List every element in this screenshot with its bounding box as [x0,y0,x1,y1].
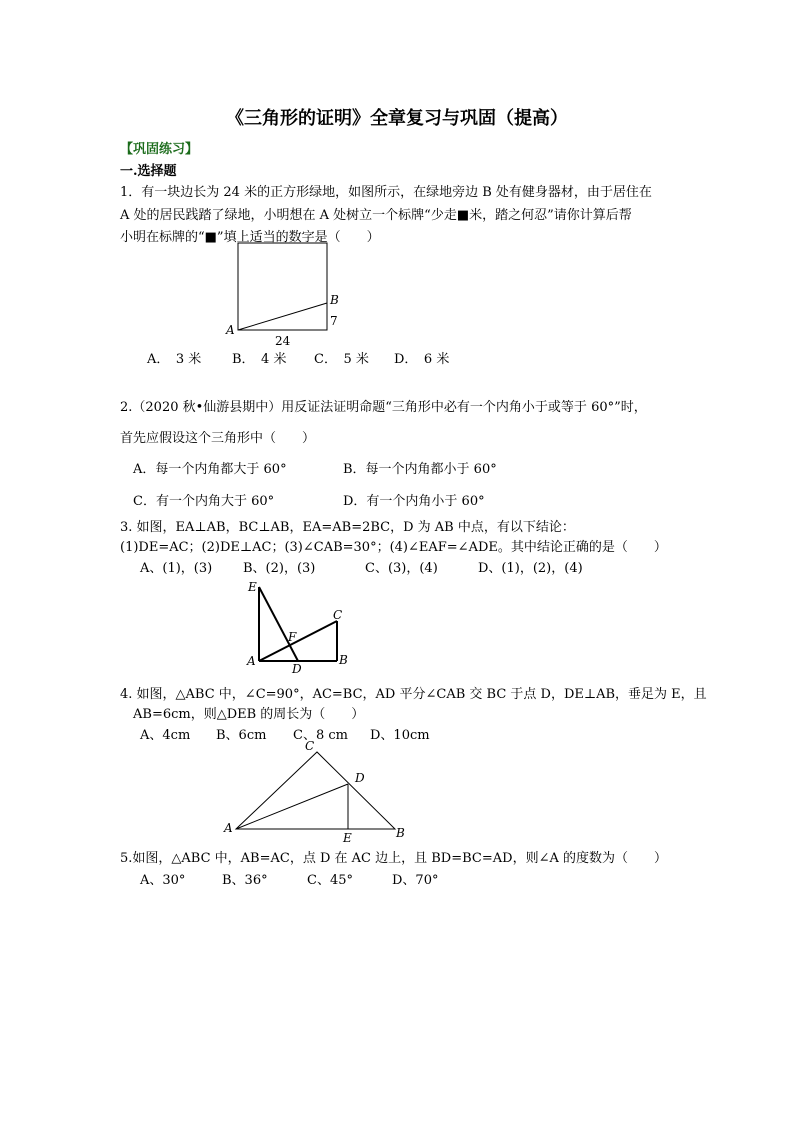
q5-option-d: D、70° [392,873,439,888]
q1-label-a: A [226,323,235,337]
q3-label-a: A [247,654,256,668]
q4-option-c: C、8 cm [293,728,348,743]
q4-label-d: D [355,771,365,785]
q3-option-a: A、(1)，(3) [140,561,213,576]
q4-option-b: B、6cm [216,728,267,743]
q2-line-1: 2.（2020 秋•仙游县期中）用反证法证明命题“三角形中必有一个内角小于或等于 60°”时， [120,400,647,415]
q4-label-a: A [224,821,233,835]
q1-line-1: 1．有一块边长为 24 米的正方形绿地，如图所示，在绿地旁边 B 处有健身器材，由于居住在 [120,185,652,200]
subsection-heading: 一.选择题 [120,164,177,179]
q4-triangle-abc [236,752,395,829]
q1-label-24: 24 [275,334,291,348]
q3-option-b: B、(2)，(3) [243,561,316,576]
q3-option-d: D、(1)，(2)，(4) [478,561,583,576]
q1-option-b: B． 4 米 [232,352,287,367]
q1-line-2: A 处的居民践踏了绿地，小明想在 A 处树立一个标牌“少走■米，踏之何忍”请你计算后帮 [120,208,632,223]
q4-option-d: D、10cm [370,728,430,743]
q1-label-b: B [330,293,339,307]
q3-line-1: 3. 如图，EA⊥AB，BC⊥AB，EA=AB=2BC，D 为 AB 中点，有以下结论： [120,520,575,535]
q4-option-a: A、4cm [140,728,191,743]
q1-label-7: 7 [330,314,338,328]
q5-option-a: A、30° [140,873,186,888]
q3-label-b: B [339,653,348,667]
q4-line-1: 4. 如图，△ABC 中，∠C=90°，AC=BC，AD 平分∠CAB 交 BC 于点 D，DE⊥AB，垂足为 E，且 [120,687,707,702]
q1-line-3: 小明在标牌的“■”填上适当的数字是（ ） [120,230,380,245]
q5-line-1: 5.如图，△ABC 中，AB=AC，点 D 在 AC 边上，且 BD=BC=AD，则∠A 的度数为（ ） [120,851,667,866]
q3-label-c: C [333,608,343,622]
q3-option-c: C、(3)，(4) [365,561,438,576]
q3-label-d: D [292,662,302,676]
q1-option-c: C． 5 米 [314,352,369,367]
q3-label-f: F [288,630,297,644]
q2-option-d: D．有一个内角小于 60° [343,494,485,509]
q4-seg-ad [236,784,348,829]
q4-label-c: C [305,739,315,753]
q3-line-2: (1)DE=AC；(2)DE⊥AC；(3)∠CAB=30°；(4)∠EAF=∠ADE。其中结论正确的是（ ） [120,540,667,555]
q2-line-2: 首先应假设这个三角形中（ ） [120,431,316,446]
q4-label-e: E [343,831,352,845]
q1-option-d: D． 6 米 [394,352,450,367]
q2-option-a: A．每一个内角都大于 60° [133,462,287,477]
q1-option-a: A． 3 米 [147,352,202,367]
page-title: 《三角形的证明》全章复习与巩固（提高） [226,108,568,129]
q4-line-2: AB=6cm，则△DEB 的周长为（ ） [133,707,365,722]
q2-option-c: C．有一个内角大于 60° [133,494,275,509]
q4-label-b: B [396,826,405,840]
section-heading: 【巩固练习】 [120,142,199,157]
q3-label-e: E [248,580,257,594]
q5-option-b: B、36° [222,873,268,888]
q5-option-c: C、45° [307,873,353,888]
q2-option-b: B．每一个内角都小于 60° [343,462,497,477]
